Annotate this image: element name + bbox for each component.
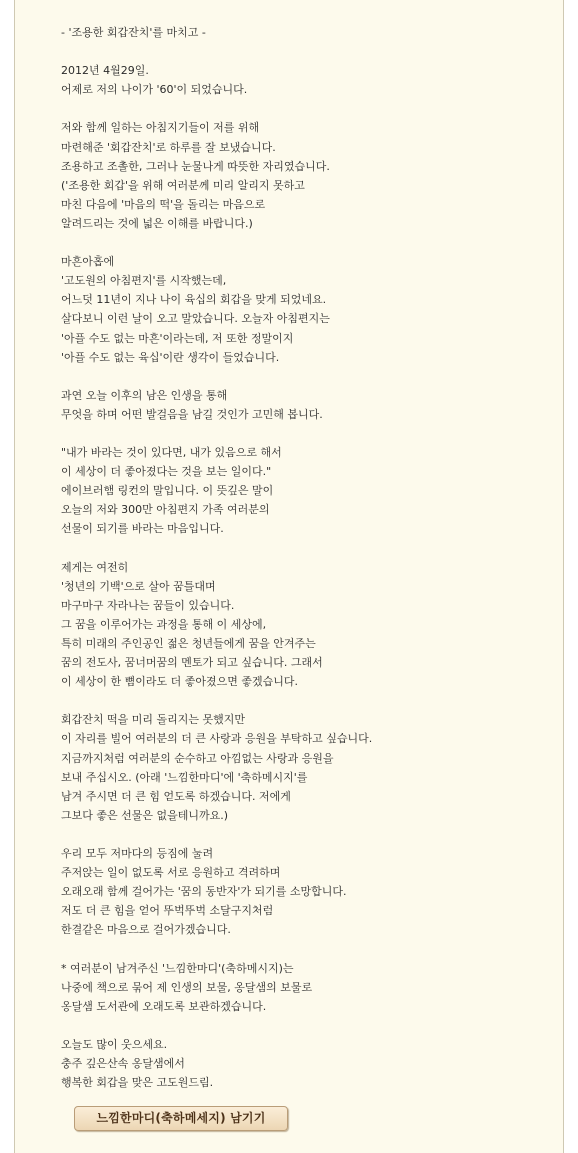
- paragraph: [61, 386, 541, 424]
- letter-line: 마흔아홉에: [61, 255, 115, 269]
- letter-line: 과연 오늘 이후의 남은 인생을 통해: [61, 388, 228, 402]
- letter-line: 선물이 되기를 바라는 마음입니다.: [61, 522, 224, 536]
- letter-line: 에이브러햄 링컨의 말입니다. 이 뜻깊은 말이: [61, 484, 274, 498]
- letter-line: 제게는 여전히: [61, 560, 129, 574]
- letter-line: 무엇을 하며 어떤 발걸음을 남길 것인가 고민해 봅니다.: [61, 407, 323, 421]
- letter-line: 나중에 책으로 묶어 제 인생의 보물, 옹달샘의 보물로: [61, 980, 313, 994]
- letter-line: 저도 더 큰 힘을 얻어 뚜벅뚜벅 소달구지처럼: [61, 904, 274, 918]
- leave-message-button[interactable]: 느낌한마디(축하메세지) 남기기: [74, 1106, 288, 1131]
- letter-line: 조용하고 조촐한, 그러나 눈물나게 따뜻한 자리였습니다.: [61, 159, 330, 173]
- letter-line: "내가 바라는 것이 있다면, 내가 있음으로 해서: [61, 446, 282, 460]
- paragraph: [61, 118, 541, 233]
- letter-line: 특히 미래의 주인공인 젊은 청년들에게 꿈을 안겨주는: [61, 637, 316, 650]
- letter-line: '아플 수도 없는 마흔'이라는데, 저 또한 정말이지: [61, 331, 294, 345]
- letter-line: 한결같은 마음으로 걸어가겠습니다.: [61, 923, 231, 937]
- letter-paragraphs: [61, 61, 541, 1092]
- letter-line: 꿈의 전도사, 꿈너머꿈의 멘토가 되고 싶습니다. 그래서: [61, 656, 323, 670]
- letter-body: [61, 23, 541, 1092]
- letter-line: 지금까지처럼 여러분의 순수하고 아낌없는 사랑과 응원을: [61, 751, 334, 765]
- letter-line: 이 자리를 빌어 여러분의 더 큰 사랑과 응원을 부탁하고 싶습니다.: [61, 732, 373, 746]
- letter-line: 회갑잔치 떡을 미리 돌리지는 못했지만: [61, 713, 246, 727]
- letter-line: 그 꿈을 이루어가는 과정을 통해 이 세상에,: [61, 617, 267, 631]
- letter-line: '고도원의 아침편지'를 시작했는데,: [61, 274, 227, 288]
- paragraph: [61, 844, 541, 939]
- letter-line: 이 세상이 더 좋아졌다는 것을 보는 일이다.": [61, 465, 272, 479]
- paragraph: [61, 959, 541, 1016]
- letter-line: 충주 깊은산속 옹달샘에서: [61, 1057, 185, 1071]
- letter-line: ('조용한 회갑'을 위해 여러분께 미리 알리지 못하고: [61, 178, 305, 192]
- letter-line: '아플 수도 없는 육십'이란 생각이 들었습니다.: [61, 350, 280, 364]
- letter-line: 보내 주십시오. (아래 '느낌한마디'에 '축하메시지'를: [61, 770, 308, 784]
- paragraph: [61, 252, 541, 367]
- letter-line: 알려드리는 것에 넓은 이해를 바랍니다.): [61, 216, 253, 230]
- letter-line: 오늘의 저와 300만 아침편지 가족 여러분의: [61, 503, 270, 517]
- paragraph: [61, 443, 541, 538]
- letter-line: 그보다 좋은 선물은 없을테니까요.): [61, 808, 229, 822]
- letter-line: 남겨 주시면 더 큰 힘 얻도록 하겠습니다. 저에게: [61, 789, 291, 803]
- letter-line: 마구마구 자라나는 꿈들이 있습니다.: [61, 598, 235, 612]
- letter-line: '청년의 기백'으로 살아 꿈틀대며: [61, 579, 216, 593]
- paragraph: [61, 558, 541, 692]
- letter-line: 오래오래 함께 걸어가는 '꿈의 동반자'가 되기를 소망합니다.: [61, 885, 347, 899]
- letter-line: 우리 모두 저마다의 등짐에 눌려: [61, 847, 214, 861]
- letter-line: 마친 다음에 '마음의 떡'을 돌리는 마음으로: [61, 197, 266, 211]
- letter-line: 저와 함께 일하는 아침지기들이 저를 위해: [61, 121, 260, 135]
- paragraph: [61, 1035, 541, 1092]
- letter-line: 어느덧 11년이 지나 나이 육십의 회갑을 맞게 되었네요.: [61, 293, 327, 307]
- letter-line: 살다보니 이런 날이 오고 말았습니다. 오늘자 아침편지는: [61, 312, 330, 326]
- letter-line: 옹달샘 도서관에 오래도록 보관하겠습니다.: [61, 999, 267, 1013]
- letter-title: - '조용한 회갑잔치'를 마치고 -: [61, 26, 206, 39]
- letter-line: 2012년 4월29일.: [61, 64, 149, 78]
- paragraph: [61, 710, 541, 825]
- paragraph: [61, 61, 541, 99]
- letter-line: 마련해준 '회갑잔치'로 하루를 잘 보냈습니다.: [61, 140, 276, 154]
- letter-line: * 여러분이 남겨주신 '느낌한마디'(축하메시지)는: [61, 961, 294, 975]
- letter-line: 오늘도 많이 웃으세요.: [61, 1037, 168, 1051]
- letter-line: 행복한 회갑을 맞은 고도원드림.: [61, 1076, 214, 1090]
- letter-line: 주저앉는 일이 없도록 서로 응원하고 격려하며: [61, 866, 281, 880]
- letter-line: 이 세상이 한 뼘이라도 더 좋아졌으면 좋겠습니다.: [61, 675, 298, 689]
- letter-line: 어제로 저의 나이가 '60'이 되었습니다.: [61, 83, 248, 97]
